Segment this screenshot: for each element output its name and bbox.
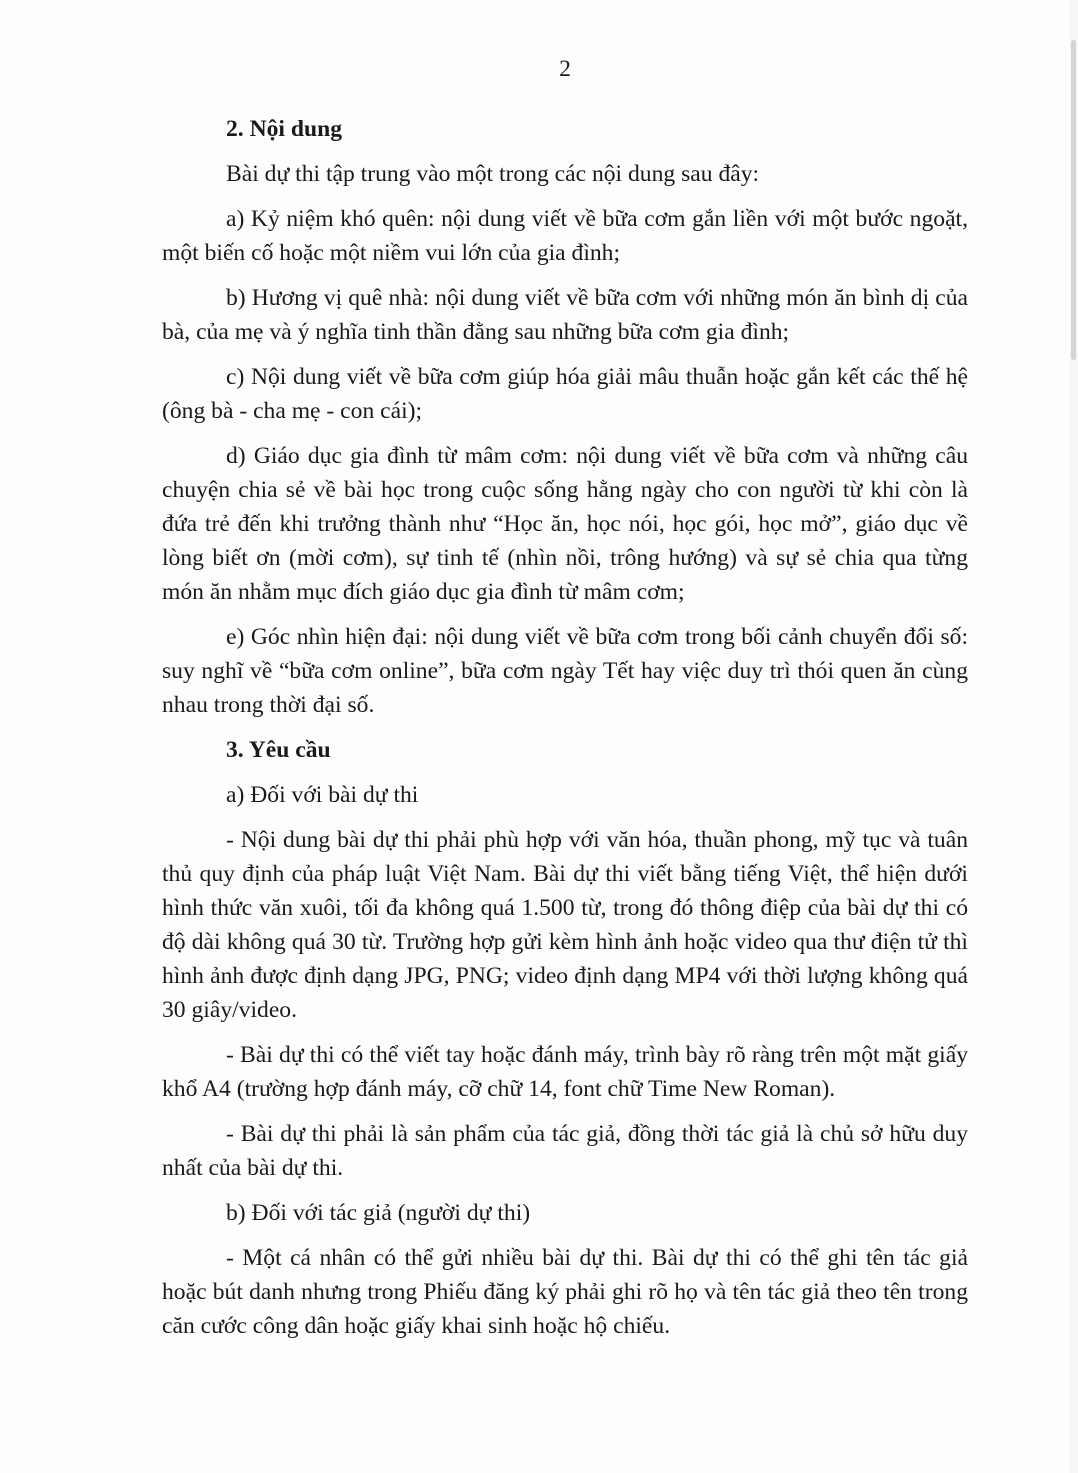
paragraph-rule-content: - Nội dung bài dự thi phải phù hợp với văn hóa, thuần phong, mỹ tục và tuân thủ quy định của pháp luật Việt Nam. Bài dự thi viết bằng tiếng Việt, thể hiện dưới hình thức văn xuôi, tối đa không quá 1.500 từ, trong đó thông điệp của bài dự thi có độ dài không quá 30 từ. Trường hợp gửi kèm hình ảnh hoặc video qua thư điện tử thì hình ảnh được định dạng JPG, PNG; video định dạng MP4 với thời lượng không quá 30 giây/video. xyxy=(162,827,968,1023)
document-body xyxy=(162,52,968,1354)
paragraph-item-d: d) Giáo dục gia đình từ mâm cơm: nội dung viết về bữa cơm và những câu chuyện chia sẻ về bài học trong cuộc sống hằng ngày cho con người từ khi còn là đứa trẻ đến khi trưởng thành như “Học ăn, học nói, học gói, học mở”, giáo dục về lòng biết ơn (mời cơm), sự tinh tế (nhìn nồi, trông hướng) và sự sẻ chia qua từng món ăn nhằm mục đích giáo dục gia đình từ mâm cơm; xyxy=(162,443,968,605)
paragraph-item-e: e) Góc nhìn hiện đại: nội dung viết về bữa cơm trong bối cảnh chuyển đổi số: suy nghĩ về “bữa cơm online”, bữa cơm ngày Tết hay việc duy trì thói quen ăn cùng nhau trong thời đại số. xyxy=(162,624,968,718)
paragraph-rule-format: - Bài dự thi có thể viết tay hoặc đánh máy, trình bày rõ ràng trên một mặt giấy khổ A4 (trường hợp đánh máy, cỡ chữ 14, font chữ Time New Roman). xyxy=(162,1042,968,1102)
paragraph-item-c: c) Nội dung viết về bữa cơm giúp hóa giải mâu thuẫn hoặc gắn kết các thế hệ (ông bà - cha mẹ - con cái); xyxy=(162,364,968,424)
page-number: 2 xyxy=(559,56,571,82)
paragraph-intro: Bài dự thi tập trung vào một trong các nội dung sau đây: xyxy=(226,161,760,187)
section-heading-content: 2. Nội dung xyxy=(226,116,343,142)
paragraph-item-a: a) Kỷ niệm khó quên: nội dung viết về bữa cơm gắn liền với một bước ngoặt, một biến cố hoặc một niềm vui lớn của gia đình; xyxy=(162,206,968,266)
paragraph-rule-author: - Một cá nhân có thể gửi nhiều bài dự thi. Bài dự thi có thể ghi tên tác giả hoặc bút danh nhưng trong Phiếu đăng ký phải ghi rõ họ và tên tác giả theo tên trong căn cước công dân hoặc giấy khai sinh hoặc hộ chiếu. xyxy=(162,1245,968,1339)
paragraph-sub-b: b) Đối với tác giả (người dự thi) xyxy=(226,1200,531,1226)
paragraph-item-b: b) Hương vị quê nhà: nội dung viết về bữa cơm với những món ăn bình dị của bà, của mẹ và ý nghĩa tinh thần đằng sau những bữa cơm gia đình; xyxy=(162,285,968,345)
paragraph-sub-a: a) Đối với bài dự thi xyxy=(226,782,419,808)
scrollbar-thumb[interactable] xyxy=(1071,40,1076,360)
section-heading-requirements: 3. Yêu cầu xyxy=(226,737,331,763)
paragraph-rule-ownership: - Bài dự thi phải là sản phẩm của tác giả, đồng thời tác giả là chủ sở hữu duy nhất của bài dự thi. xyxy=(162,1121,968,1181)
